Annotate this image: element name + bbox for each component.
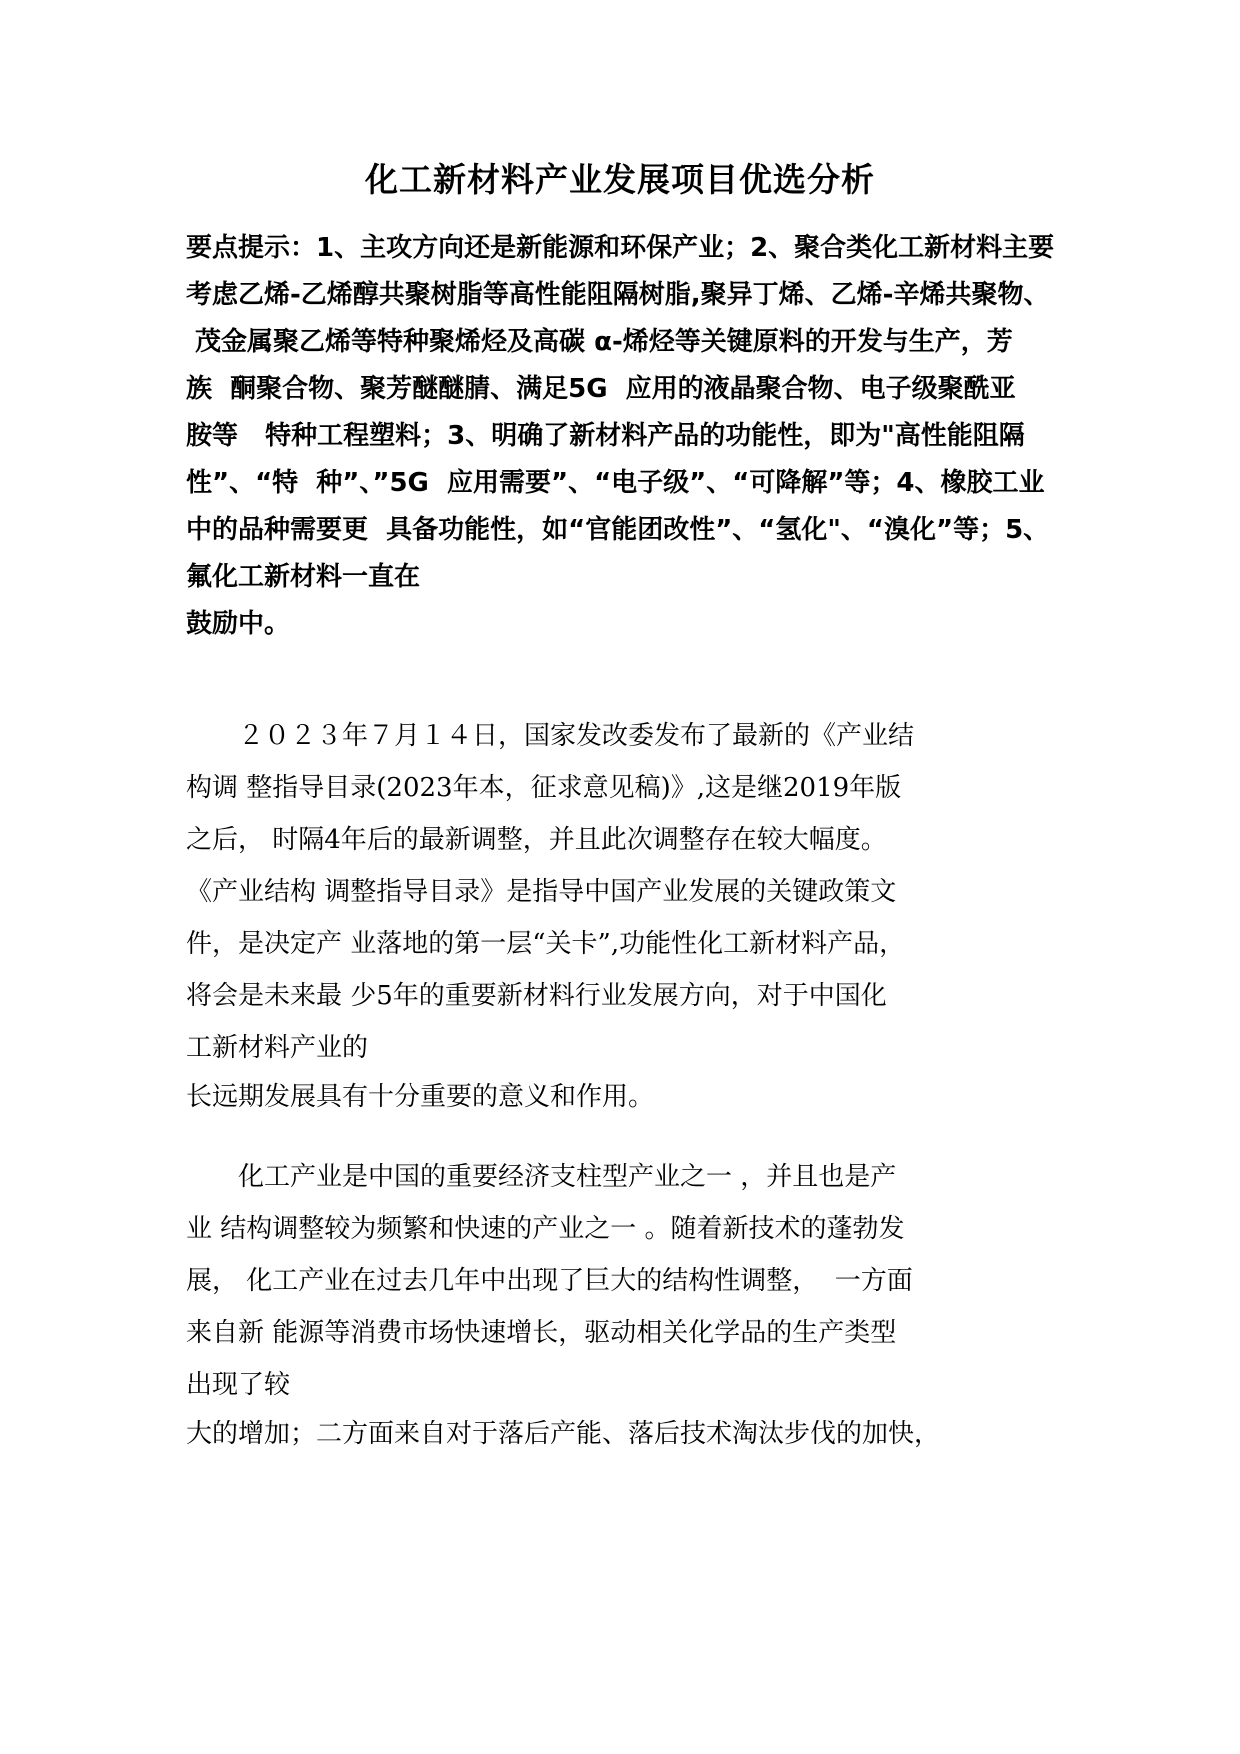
paragraph-line: 件，是决定产 业落地的第一层“关卡”,功能性化工新材料产品， — [186, 929, 906, 959]
paragraph-line: 构调 整指导目录(2023年本，征求意见稿)》,这是继2019年版 — [186, 773, 902, 803]
key-points-line: 要点提示：1、主攻方向还是新能源和环保产业；2、聚合类化工新材料主要 — [186, 233, 1055, 263]
paragraph-line: 长远期发展具有十分重要的意义和作用。 — [186, 1082, 655, 1112]
key-points-line: 鼓励中。 — [186, 609, 291, 639]
paragraph-line: 工新材料产业的 — [186, 1033, 369, 1063]
key-points-line: 茂金属聚乙烯等特种聚烯烃及高碳 α-烯烃等关键原料的开发与生产，芳 — [186, 327, 1013, 357]
document-title: 化工新材料产业发展项目优选分析 — [365, 160, 875, 199]
paragraph-line: ２０２３年７月１４日，国家发改委发布了最新的《产业结 — [186, 721, 915, 751]
paragraph-line: 出现了较 — [186, 1370, 291, 1400]
paragraph-line: 化工产业是中国的重要经济支柱型产业之一 ，并且也是产 — [186, 1162, 897, 1192]
key-points-line: 族 酮聚合物、聚芳醚醚腈、满足5G 应用的液晶聚合物、电子级聚酰亚 — [186, 374, 1016, 404]
key-points-line: 胺等 特种工程塑料；3、明确了新材料产品的功能性，即为"高性能阻隔 — [186, 421, 1025, 451]
key-points-line: 考虑乙烯-乙烯醇共聚树脂等高性能阻隔树脂,聚异丁烯、乙烯-辛烯共聚物、 — [186, 280, 1050, 310]
paragraph-line: 《产业结构 调整指导目录》是指导中国产业发展的关键政策文 — [186, 877, 897, 907]
key-points-line: 氟化工新材料一直在 — [186, 562, 421, 592]
paragraph-line: 大的增加；二方面来自对于落后产能、落后技术淘汰步伐的加快， — [186, 1419, 941, 1449]
paragraph-line: 来自新 能源等消费市场快速增长，驱动相关化学品的生产类型 — [186, 1318, 897, 1348]
key-points-line: 性”、“特 种”、”5G 应用需要”、“电子级”、“可降解”等；4、橡胶工业 — [186, 468, 1045, 498]
paragraph-line: 将会是未来最 少5年的重要新材料行业发展方向，对于中国化 — [186, 981, 887, 1011]
paragraph-line: 展， 化工产业在过去几年中出现了巨大的结构性调整， 一方面 — [186, 1266, 913, 1296]
key-points-line: 中的品种需要更 具备功能性，如“官能团改性”、“氢化"、“溴化”等；5、 — [186, 515, 1050, 545]
paragraph-line: 业 结构调整较为频繁和快速的产业之一 。随着新技术的蓬勃发 — [186, 1214, 905, 1244]
paragraph-line: 之后， 时隔4年后的最新调整，并且此次调整存在较大幅度。 — [186, 825, 887, 855]
